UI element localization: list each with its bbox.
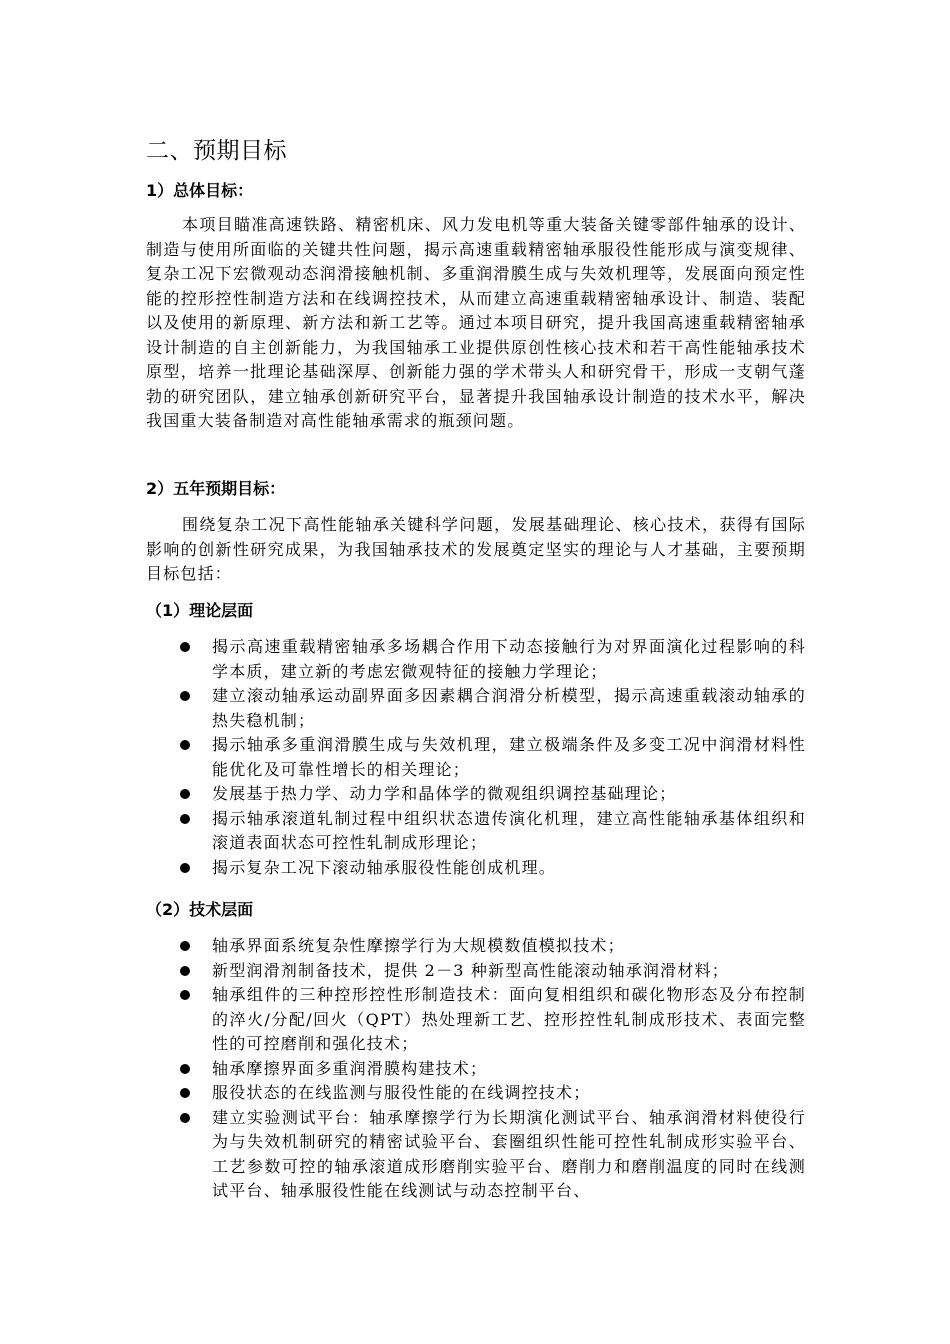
list-item: 新型润滑剂制备技术，提供 2－3 种新型高性能滚动轴承润滑材料； [176, 959, 806, 984]
list-item: 轴承组件的三种控形控性形制造技术：面向复相组织和碳化物形态及分布控制的淬火/分配/回火（QPT）热处理新工艺、控形控性轧制成形技术、表面完整性的可控磨削和强化技术； [176, 983, 806, 1057]
list-item: 揭示轴承多重润滑膜生成与失效机理，建立极端条件及多变工况中润滑材料性能优化及可靠性增长的相关理论； [176, 733, 806, 782]
list-item: 揭示复杂工况下滚动轴承服役性能创成机理。 [176, 856, 806, 881]
five-year-goal-heading: 2）五年预期目标： [146, 479, 286, 498]
bullet-icon [180, 740, 190, 750]
section-heading: 二、预期目标 [146, 138, 287, 164]
bullet-icon [180, 814, 190, 824]
five-year-goal-paragraph: 围绕复杂工况下高性能轴承关键科学问题，发展基础理论、核心技术，获得有国际影响的创新性研究成果，为我国轴承技术的发展奠定坚实的理论与人才基础，主要预期目标包括： [146, 515, 806, 583]
bullet-icon [180, 990, 190, 1000]
bullet-icon [180, 789, 190, 799]
theory-list [176, 635, 806, 880]
bullet-icon [180, 1113, 190, 1123]
bullet-icon [180, 941, 190, 951]
theory-level-heading: （1）理论层面 [146, 601, 254, 620]
tech-level-heading: （2）技术层面 [146, 900, 254, 919]
bullet-icon [180, 863, 190, 873]
list-item: 发展基于热力学、动力学和晶体学的微观组织调控基础理论； [176, 782, 806, 807]
bullet-icon [180, 691, 190, 701]
bullet-icon [180, 1064, 190, 1074]
list-item: 揭示高速重载精密轴承多场耦合作用下动态接触行为对界面演化过程影响的科学本质，建立新的考虑宏微观特征的接触力学理论； [176, 635, 806, 684]
bullet-icon [180, 966, 190, 976]
tech-list [176, 934, 806, 1204]
list-item: 建立实验测试平台：轴承摩擦学行为长期演化测试平台、轴承润滑材料使役行为与失效机制研究的精密试验平台、套圈组织性能可控性轧制成形实验平台、工艺参数可控的轴承滚道成形磨削实验平台、磨削力和磨削温度的同时在线测试平台、轴承服役性能在线测试与动态控制平台、 [176, 1106, 806, 1204]
overall-goal-heading: 1）总体目标： [146, 181, 254, 200]
list-item: 揭示轴承滚道轧制过程中组织状态遗传演化机理，建立高性能轴承基体组织和滚道表面状态可控性轧制成形理论； [176, 807, 806, 856]
bullet-icon [180, 642, 190, 652]
list-item: 服役状态的在线监测与服役性能的在线调控技术； [176, 1081, 806, 1106]
list-item: 轴承界面系统复杂性摩擦学行为大规模数值模拟技术； [176, 934, 806, 959]
list-item: 轴承摩擦界面多重润滑膜构建技术； [176, 1057, 806, 1082]
bullet-icon [180, 1088, 190, 1098]
overall-goal-paragraph: 本项目瞄准高速铁路、精密机床、风力发电机等重大装备关键零部件轴承的设计、制造与使用所面临的关键共性问题，揭示高速重载精密轴承服役性能形成与演变规律、复杂工况下宏微观动态润滑接触机制、多重润滑膜生成与失效机理等，发展面向预定性能的控形控性制造方法和在线调控技术，从而建立高速重载精密轴承设计、制造、装配以及使用的新原理、新方法和新工艺等。通过本项目研究，提升我国高速重载精密轴承设计制造的自主创新能力，为我国轴承工业提供原创性核心技术和若干高性能轴承技术原型，培养一批理论基础深厚、创新能力强的学术带头人和研究骨干，形成一支朝气蓬勃的研究团队，建立轴承创新研究平台，显著提升我国轴承设计制造的技术水平，解决我国重大装备制造对高性能轴承需求的瓶颈问题。 [146, 215, 806, 430]
list-item: 建立滚动轴承运动副界面多因素耦合润滑分析模型，揭示高速重载滚动轴承的热失稳机制； [176, 684, 806, 733]
